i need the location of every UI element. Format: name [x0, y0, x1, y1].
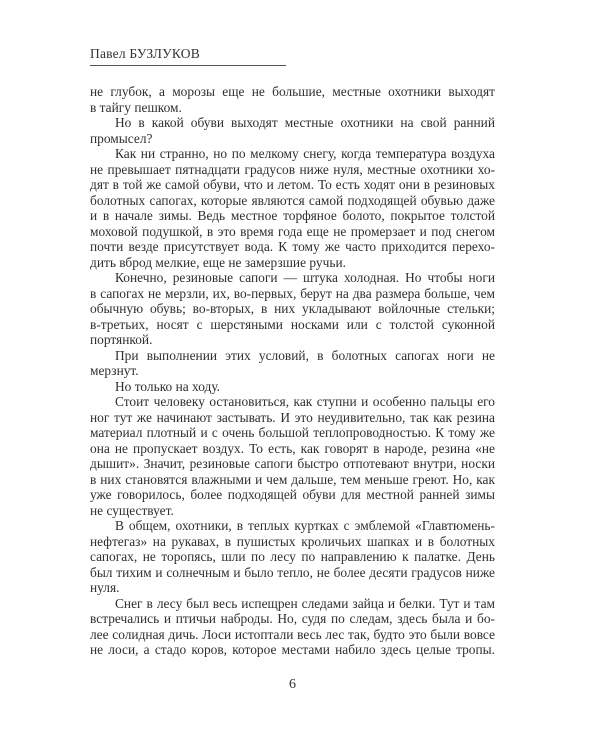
text-line: дышит». Значит, резиновые сапоги быстро отпотевают внутри, носки — [90, 456, 495, 471]
text-line: уже говорилось, более подходящей обуви для местной ранней зимы — [90, 487, 495, 502]
text-line: не превышает пятнадцати градусов ниже нуля, местные охотники хо- — [90, 161, 495, 177]
text-line: в тайгу пешком. — [90, 99, 182, 115]
text-line: При выполнении этих условий, в болотных сапогах ноги не — [115, 347, 495, 363]
text-line: Но только на ходу. — [115, 378, 221, 394]
text-line: в сапогах не мерзли, их, во-первых, берут на два размера больше, чем — [90, 285, 495, 301]
text-line: сапогах, не торопясь, шли по лесу по направлению к палатке. День — [90, 549, 495, 564]
text-line: Как ни странно, но по мелкому снегу, когда температура воздуха — [115, 146, 495, 161]
text-line: она не пропускает воздух. То есть, как говорят в народе, резина «не — [90, 440, 495, 456]
text-line: в них становятся влажными и чем дальше, тем меньше греют. Но, как — [90, 471, 495, 487]
text-line: промысел? — [90, 130, 153, 146]
page-number: 6 — [289, 677, 296, 692]
text-line: нефтегаз» на рукавах, в пушистых кроличьих шапках и в болотных — [90, 533, 495, 549]
text-line: мерзнут. — [90, 363, 139, 378]
text-line: дить вброд мелкие, еще не замерзшие ручьи. — [90, 254, 346, 270]
text-line: почти везде присутствует вода. К тому же часто приходится перехо- — [90, 239, 495, 254]
text-line: ног тут же начинают застывать. И это неудивительно, так как резина — [90, 409, 495, 425]
text-line: встречались и птичьи наброды. Но, судя по следам, здесь была и бо- — [90, 611, 495, 626]
text-line: обычную обувь; во-вторых, в них укладывают войлочные стельки; — [90, 301, 495, 316]
header-rule — [90, 65, 286, 66]
text-line: в-третьих, носят с шерстяными носками или с толстой суконной — [90, 316, 495, 332]
text-line: не существует. — [90, 502, 174, 518]
text-line: Но в какой обуви выходят местные охотники на свой ранний — [115, 115, 495, 130]
text-line: Снег в лесу был весь испещрен следами зайца и белки. Тут и там — [115, 595, 495, 611]
text-line: нуля. — [90, 580, 120, 595]
text-line: не глубок, а морозы еще не большие, местные охотники выходят — [90, 84, 495, 99]
text-line: дят в той же самой обуви, что и летом. То есть ходят они в резиновых — [90, 177, 495, 192]
text-line: болотных сапогах, которые являются самой подходящей обувью даже — [90, 192, 495, 208]
text-line: материал плотный и с очень большой теплопроводностью. К тому же — [90, 425, 495, 440]
text-line: и в начале зимы. Ведь местное торфяное болото, покрытое толстой — [90, 208, 495, 223]
text-line: моховой подушкой, в это время года еще не промерзает и под снегом — [90, 223, 495, 239]
text-line: был тихим и солнечным и было тепло, не более десяти градусов ниже — [90, 564, 495, 580]
running-header-author: Павел БУЗЛУКОВ — [90, 46, 200, 61]
text-line: В общем, охотники, в теплых куртках с эмблемой «Главтюмень- — [115, 518, 495, 533]
text-line: не лоси, а стадо коров, которое местами набило здесь целые тропы. — [90, 642, 495, 657]
body-text — [90, 84, 495, 658]
text-line: Конечно, резиновые сапоги — штука холодная. Но чтобы ноги — [115, 270, 495, 285]
text-line: лее солидная дичь. Лоси истоптали весь лес так, будто это были вовсе — [90, 626, 495, 642]
text-line: портянкой. — [90, 332, 153, 347]
text-line: Стоит человеку остановиться, как ступни и особенно пальцы его — [115, 394, 495, 409]
